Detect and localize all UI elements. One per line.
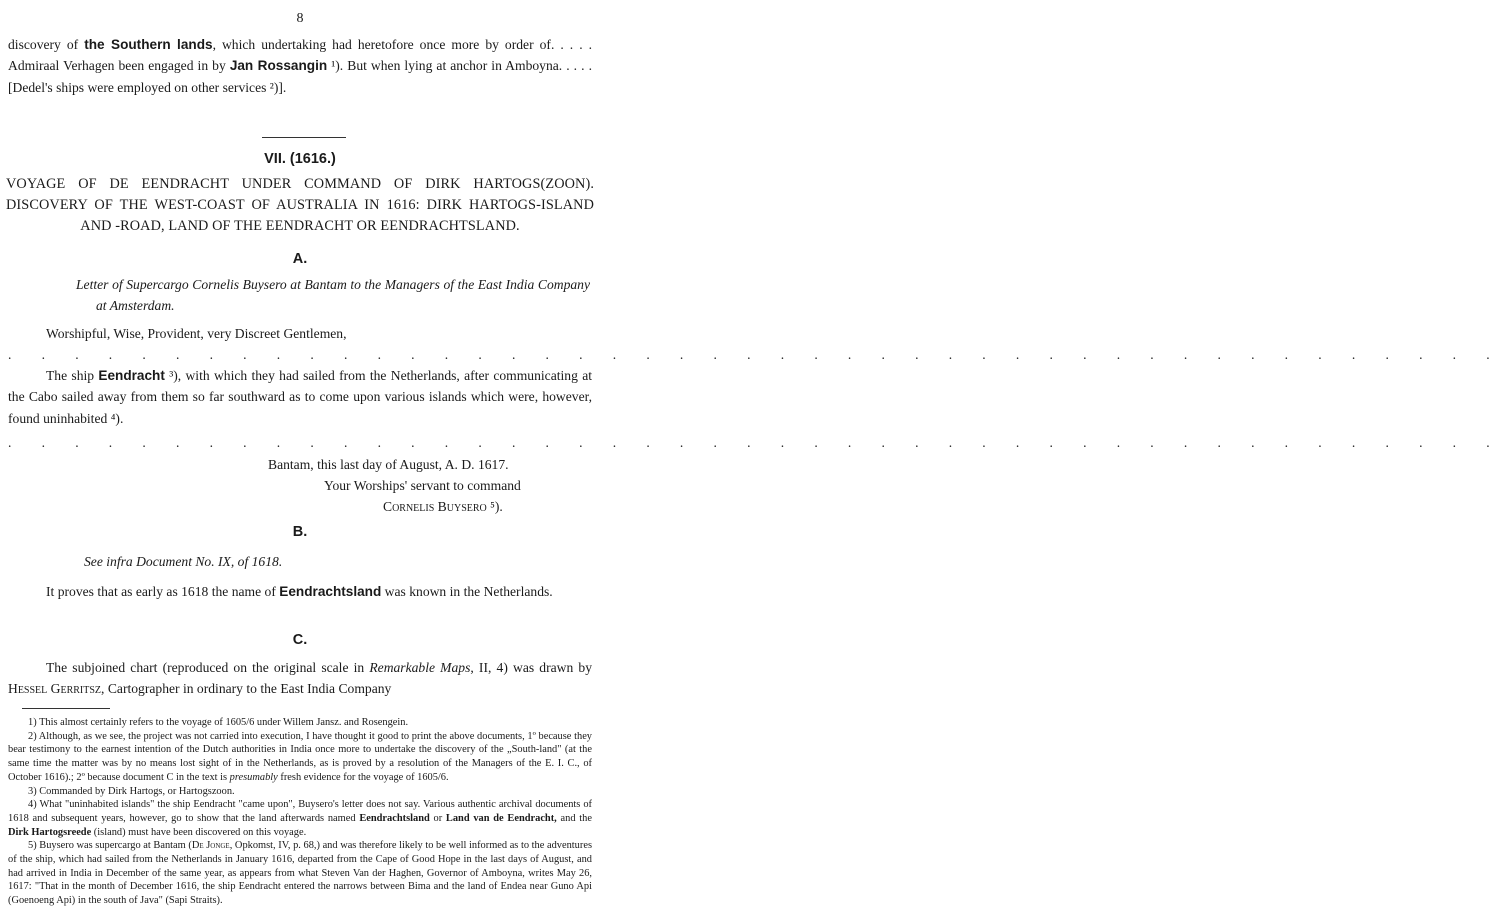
italic-text: Remarkable Maps [369, 660, 471, 675]
footnote-4 [8, 798, 592, 839]
text: discovery of [8, 37, 85, 52]
bold-text: Jan Rossangin [229, 58, 328, 74]
paragraph-eendracht [8, 365, 592, 429]
text: The ship [46, 368, 99, 383]
text: or [429, 812, 446, 824]
text: ⁵). [486, 499, 503, 514]
text: The subjoined chart (reproduced on the original scale in [46, 660, 370, 675]
italic-text: presumably [229, 771, 278, 783]
subsection-c: C. [292, 632, 308, 648]
text: and the [556, 812, 592, 824]
paragraph-southern-lands [8, 34, 592, 98]
closing-formula: Your Worships' servant to command [324, 478, 521, 493]
subsection-b: B. [292, 524, 308, 540]
text: 4) What "uninhabited islands" the ship Eendracht "came upon", Buysero's letter does not say. Various authentic archival documents of 1618 and subsequent years, however, go to show that the land afterwards named [8, 799, 592, 824]
footnote-5 [8, 839, 592, 908]
footnote-3: 3) Commanded by Dirk Hartogs, or Hartogszoon. [28, 785, 235, 797]
signature [383, 496, 592, 517]
text: 2) Although, as we see, the project was not carried into execution, I have thought it good to print the above documents, 1º because they bear testimony to the earnest intention of the Dutch authorities in India once more to undertake the discovery of the „South-land" (at the same time the matter was by no means lost sight of in the Netherlands, as is proved by a resolution of the Managers of the E. I. C., of October 1616).; 2º because document C in the text is [8, 730, 592, 783]
see-infra-reference: See infra Document No. IX, of 1618. [84, 554, 283, 569]
text: ¹). But when lying at anchor in Amboyna. . . . . [Dedel's ships were employed on other services ²)]. [8, 58, 592, 95]
divider [262, 137, 346, 138]
bold-text: Eendrachtsland [359, 812, 430, 824]
signature-name: Cornelis Buysero [383, 499, 487, 514]
footnotes [8, 716, 592, 908]
ellipsis-row: . . . . . . . . . . . . . . . . . . . . . . . . . . . . . . . . . . . . . . . . . . . . . [8, 435, 1503, 450]
footnote-2 [8, 730, 592, 785]
text: , Opkomst, IV, p. 68,) and was therefore likely to be well informed as to the adventures of the ship, which had sailed from the Netherlands in January 1616, departed from the Cape of Good Hope in the last days of August, and had arrived in India in December of the same year, as appears from what Steven Van der Haghen, Governor of Amboyna, writes May 26, 1617: "That in the month of December 1616, the ship Eendracht entered the narrows between Bima and the land of Endea near Guno Api (Goenoeng Api) in the south of Java" (Sapi Straits). [8, 840, 592, 907]
text: , Cartographer in ordinary to the East India Company [101, 681, 392, 697]
section-title: VII. (1616.) [264, 151, 336, 167]
section-heading: VOYAGE OF DE EENDRACHT UNDER COMMAND OF DIRK HARTOGS(ZOON). DISCOVERY OF THE WEST-COAST OF AUSTRALIA IN 1616: DIRK HARTOGS-ISLAND AND -ROAD, LAND OF THE EENDRACHT OR EENDRACHTSLAND. [6, 176, 594, 234]
closing-place-date: Bantam, this last day of August, A. D. 1617. [268, 457, 509, 472]
footnote-1: 1) This almost certainly refers to the voyage of 1605/6 under Willem Jansz. and Rosengein. [28, 717, 409, 728]
salutation: Worshipful, Wise, Provident, very Discreet Gentlemen, [46, 326, 347, 341]
smallcaps-text: Hessel Gerritsz [8, 681, 102, 697]
smallcaps-text: De Jonge [191, 840, 230, 852]
text: , II, 4) was drawn by [470, 660, 592, 675]
text: 5) Buysero was supercargo at Bantam ( [28, 840, 192, 852]
bold-text: Eendracht [98, 368, 165, 383]
paragraph-chart [8, 657, 592, 700]
letter-title: Letter of Supercargo Cornelis Buysero at Bantam to the Managers of the East India Company at Amsterdam. [76, 277, 590, 314]
bold-text: the Southern lands [84, 37, 213, 52]
text: (island) must have been discovered on this voyage. [91, 826, 307, 838]
footnote-divider [22, 708, 110, 709]
paragraph-eendrachtsland [8, 581, 592, 602]
page-number: 8 [296, 11, 304, 26]
bold-text: Land van de Eendracht, [445, 812, 557, 824]
bold-text: Dirk Hartogsreede [8, 826, 92, 838]
text: ³), with which they had sailed from the Netherlands, after communicating at the Cabo sailed away from them so far southward as to come upon various islands which were, however, found uninhabited ⁴). [8, 368, 593, 426]
text: , which undertaking had heretofore once more by order of. . . . . Admiraal Verhagen been engaged in by [8, 37, 593, 74]
subsection-a: A. [292, 251, 308, 267]
text: It proves that as early as 1618 the name of [46, 584, 280, 599]
text: fresh evidence for the voyage of 1605/6. [277, 771, 449, 783]
text: was known in the Netherlands. [381, 584, 553, 599]
ellipsis-row: . . . . . . . . . . . . . . . . . . . . . . . . . . . . . . . . . . . . . . . . . . . . . [8, 347, 1503, 362]
bold-text: Eendrachtsland [279, 584, 382, 599]
